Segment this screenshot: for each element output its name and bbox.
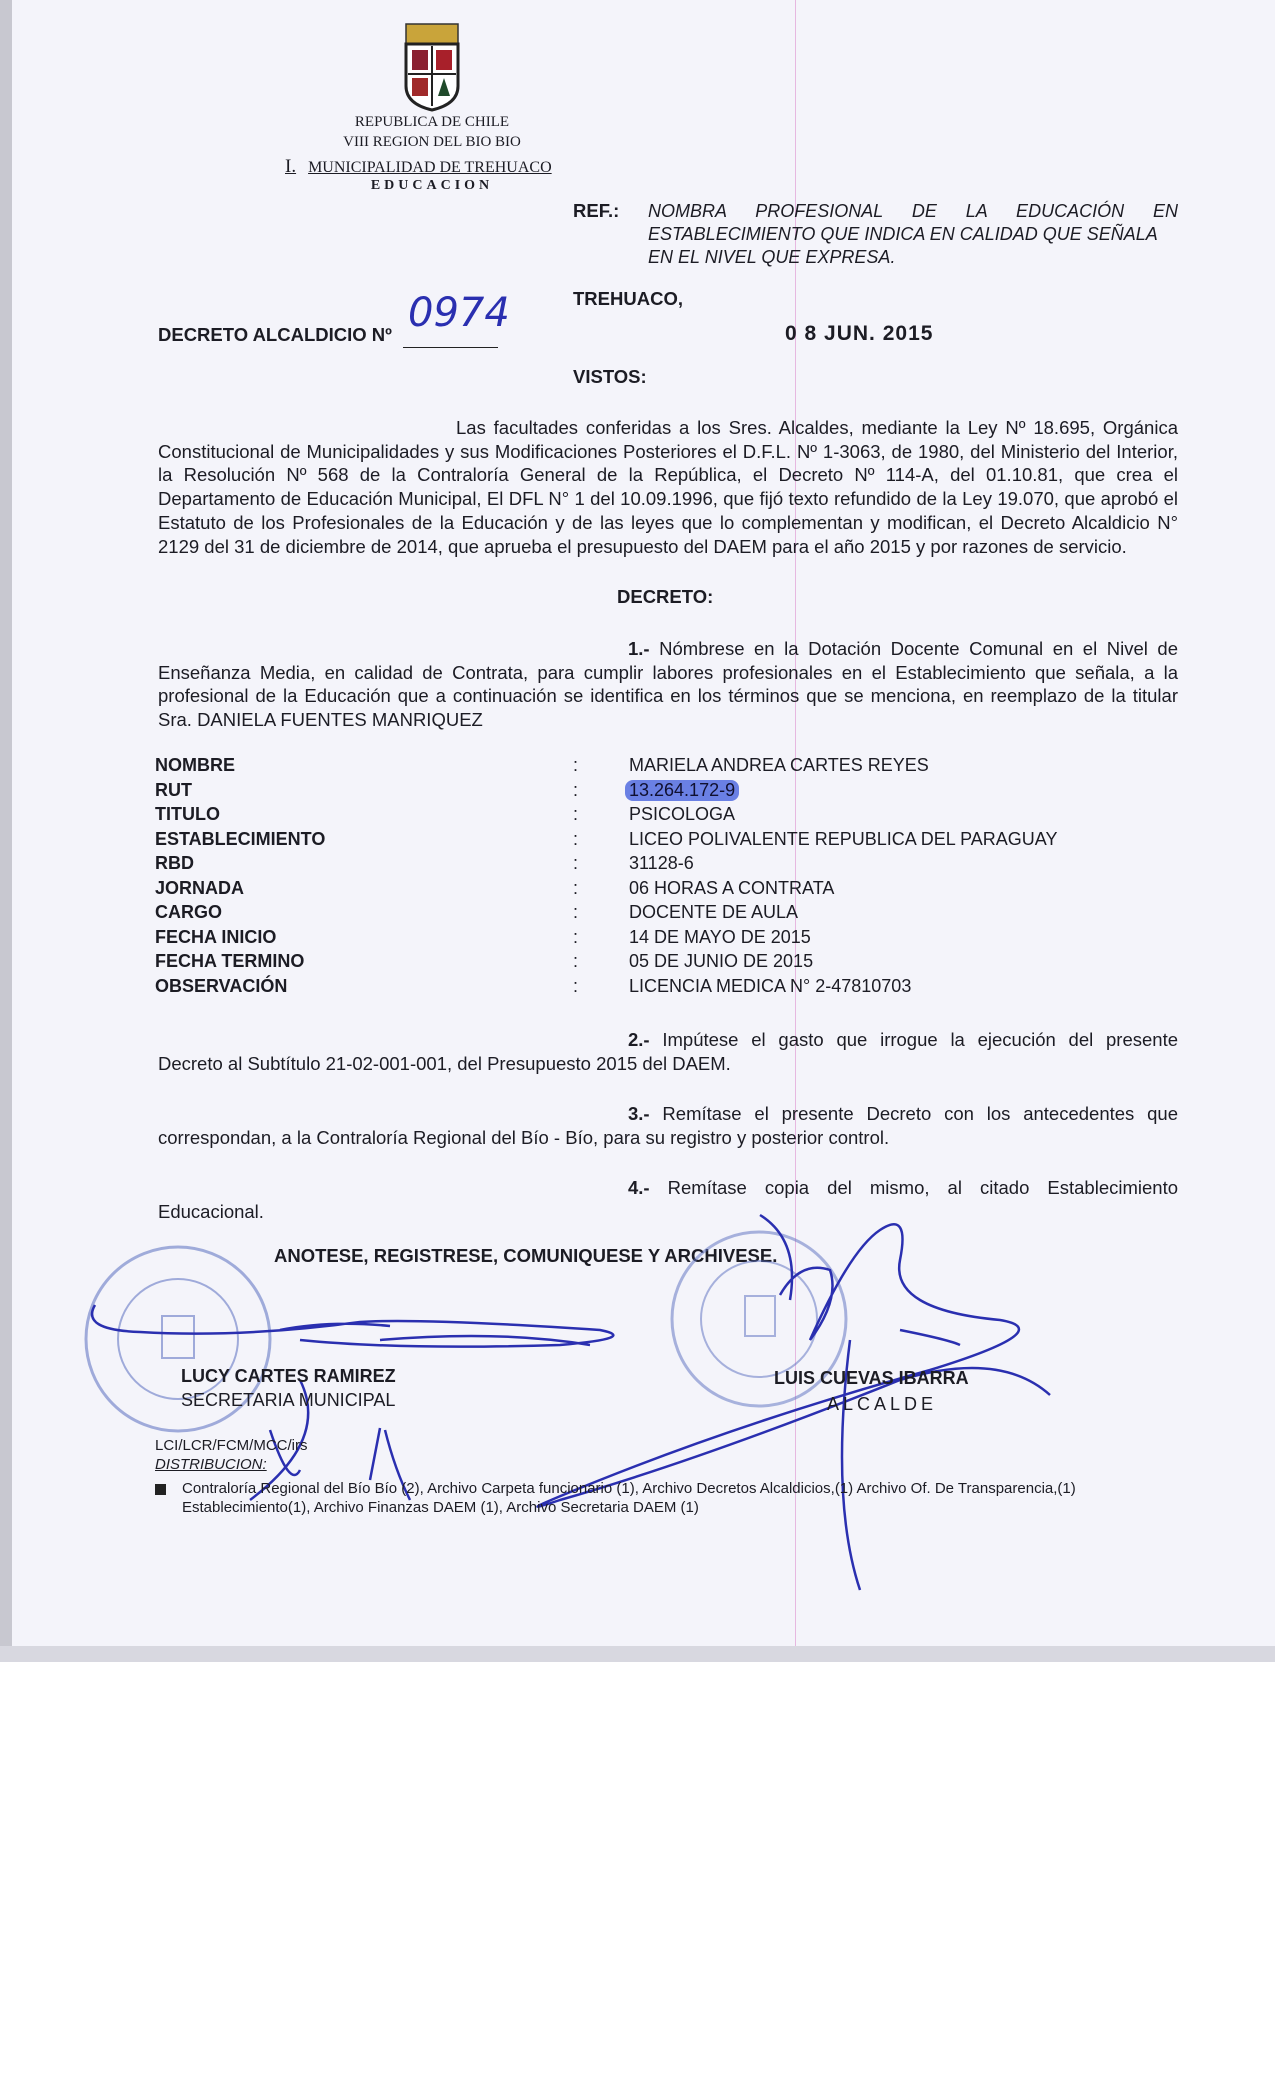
detail-colon: : [573,975,579,996]
detail-colon: : [573,926,579,947]
decree-date-stamp: 0 8 JUN. 2015 [785,322,934,345]
detail-colon: : [573,877,579,898]
header-region: VIII REGION DEL BIO BIO [343,134,521,150]
detail-value-highlighted: 13.264.172-9 [625,780,739,801]
detail-value: MARIELA ANDREA CARTES REYES [629,755,929,775]
detail-label: FECHA INICIO [155,926,277,947]
right-signatory-title: ALCALDE [827,1394,938,1414]
initials: LCI/LCR/FCM/MCC/irs [155,1437,308,1454]
decree-number-label: DECRETO ALCALDICIO Nº [158,324,392,345]
place-label: TREHUACO, [573,288,683,309]
article-number: 2.- [628,1029,650,1050]
detail-value: PSICOLOGA [629,804,736,824]
detail-value: 14 DE MAYO DE 2015 [629,926,811,947]
article-1 [158,637,1178,732]
detail-value: LICEO POLIVALENTE REPUBLICA DEL PARAGUAY [629,828,1058,849]
detail-value: 06 HORAS A CONTRATA [629,877,835,898]
ref-line: ESTABLECIMIENTO QUE INDICA EN CALIDAD QUE SEÑALA [648,224,1158,244]
closing-formula: ANOTESE, REGISTRESE, COMUNIQUESE Y ARCHIVESE. [274,1245,778,1266]
header-municipality [285,156,552,178]
left-signatory-name: LUCY CARTES RAMIREZ [181,1366,396,1386]
detail-colon: : [573,902,579,922]
detail-colon: : [573,779,579,800]
decree-number-underline [403,347,498,348]
article-number: 4.- [628,1177,650,1198]
header-department: EDUCACION [370,178,494,193]
detail-value: 31128-6 [629,853,694,873]
left-signatory-title: SECRETARIA MUNICIPAL [181,1390,396,1410]
detail-value: DOCENTE DE AULA [629,902,799,922]
detail-value: LICENCIA MEDICA N° 2-47810703 [629,975,912,996]
article-text: Impútese el gasto que irrogue la ejecución del presente Decreto al Subtítulo 21-02-001-001, del Presupuesto 2015 del DAEM. [158,1029,1178,1074]
ref-label: REF.: [573,200,620,221]
decreto-heading: DECRETO: [617,586,714,607]
header-country: REPUBLICA DE CHILE [354,114,510,130]
bullet-icon [155,1484,166,1495]
scan-edge [0,0,12,1662]
scan-edge-bottom [0,1646,1275,1662]
detail-label: CARGO [155,902,222,922]
article-4 [158,1176,1178,1223]
detail-label: ESTABLECIMIENTO [155,828,326,849]
right-signatory-name: LUIS CUEVAS IBARRA [774,1368,969,1388]
vistos-heading: VISTOS: [573,366,647,387]
article-number: 3.- [628,1103,650,1124]
detail-colon: : [573,853,579,873]
article-text: Remítase el presente Decreto con los antecedentes que correspondan, a la Contraloría Regional del Bío - Bío, para su registro y posterior control. [158,1103,1178,1148]
detail-label: JORNADA [155,877,245,898]
detail-label: NOMBRE [155,755,235,775]
decree-number-handwritten: 0974 [408,290,510,336]
article-text: Nómbrese en la Dotación Docente Comunal en el Nivel de Enseñanza Media, en calidad de Contrata, para cumplir labores profesionales en el Establecimiento que señala, a la profesional de la Educación que a continuación se identifica en los términos que se menciona, en reemplazo de la titular Sra. DANIELA FUENTES MANRIQUEZ [158,638,1178,731]
detail-label: FECHA TERMINO [155,951,305,971]
detail-label: TITULO [155,804,220,824]
detail-label: RUT [155,779,192,800]
distribution-line: Contraloría Regional del Bío Bío (2), Archivo Carpeta funcionario (1), Archivo Decretos Alcaldicios,(1) Archivo Of. De Transparencia,(1) [182,1480,1076,1497]
article-3 [158,1102,1178,1149]
vistos-paragraph: Las facultades conferidas a los Sres. Alcaldes, mediante la Ley Nº 18.695, Orgánica Constitucional de Municipalidades y sus Modificaciones Posteriores el D.F.L. Nº 1-3063, de 1980, del Ministerio del Interior, la Resolución Nº 568 de la Contraloría General de la República, el Decreto Nº 114-A, del 01.10.81, que crea el Departamento de Educación Municipal, El DFL N° 1 del 10.09.1996, que fijó texto refundido de la Ley 19.070, que aprobó el Estatuto de los Profesionales de la Educación y de las leyes que lo complementan y modifican, el Decreto Alcaldicio N° 2129 del 31 de diciembre de 2014, que aprueba el presupuesto del DAEM para el año 2015 y por razones de servicio. [158,417,1178,557]
distribution-heading: DISTRIBUCION: [155,1456,267,1473]
municipality-name: MUNICIPALIDAD DE TREHUACO [308,159,552,176]
ref-line: EN EL NIVEL QUE EXPRESA. [648,247,896,267]
detail-colon: : [573,828,579,849]
detail-label: RBD [155,853,194,873]
detail-colon: : [573,804,579,824]
article-2 [158,1028,1178,1075]
ref-line: NOMBRA PROFESIONAL DE LA EDUCACIÓN EN [648,201,1178,221]
distribution-line: Establecimiento(1), Archivo Finanzas DAEM (1), Archivo Secretaria DAEM (1) [182,1499,699,1516]
detail-label: OBSERVACIÓN [155,975,288,996]
detail-value: 05 DE JUNIO DE 2015 [629,951,814,971]
article-text: Remítase copia del mismo, al citado Establecimiento Educacional. [158,1177,1179,1222]
ref-text [648,200,1178,269]
article-number: 1.- [628,638,650,659]
detail-colon: : [573,951,579,971]
detail-colon: : [573,755,579,775]
municipality-prefix: I. [285,156,297,177]
